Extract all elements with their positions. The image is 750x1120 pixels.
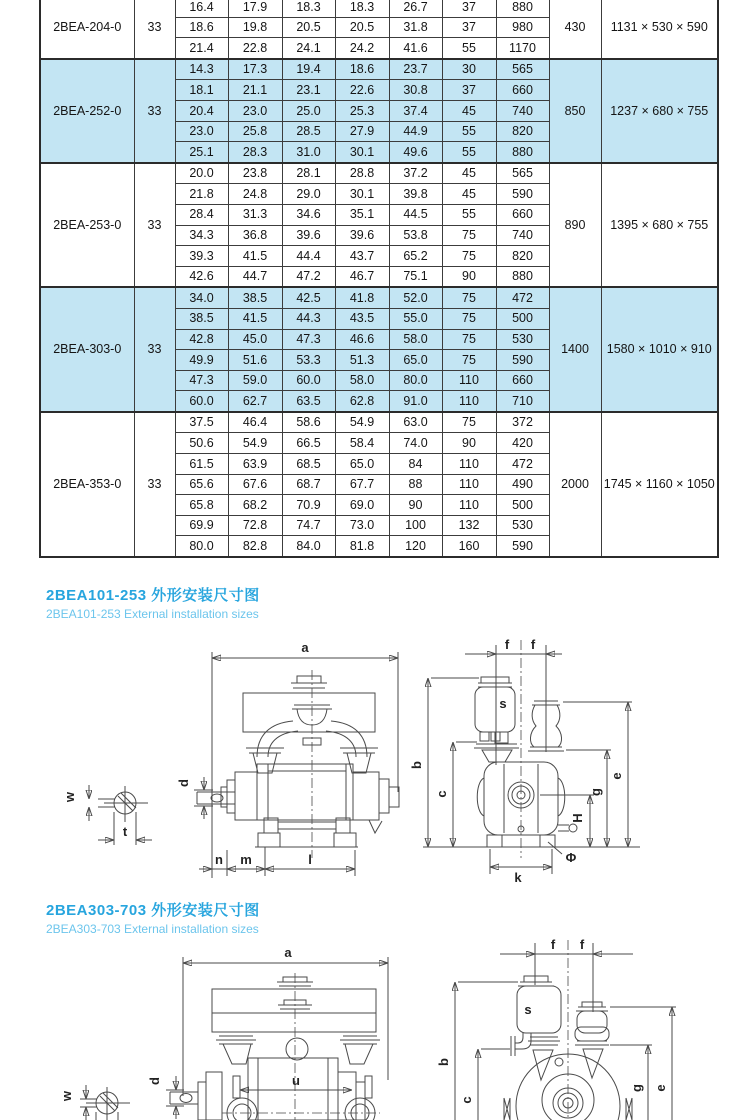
value-cell: 41.8 <box>335 287 389 308</box>
value-cell: 120 <box>389 536 442 557</box>
value-cell: 65.0 <box>389 350 442 371</box>
value-cell: 45 <box>442 100 496 121</box>
value-cell: 80.0 <box>175 536 228 557</box>
value-cell: 47.3 <box>282 329 335 350</box>
dim-label-s: s <box>499 696 507 711</box>
value-cell: 75 <box>442 246 496 267</box>
model-cell: 2BEA-204-0 <box>40 0 134 59</box>
value-cell: 73.0 <box>335 515 389 536</box>
value-cell: 21.8 <box>175 184 228 205</box>
value-cell: 45 <box>442 163 496 184</box>
value-cell: 37 <box>442 0 496 17</box>
value-cell: 17.9 <box>228 0 282 17</box>
value-cell: 49.9 <box>175 350 228 371</box>
dim-label-w: w <box>59 1090 74 1102</box>
value-cell: 34.0 <box>175 287 228 308</box>
value-cell: 22.8 <box>228 38 282 59</box>
value-cell: 24.8 <box>228 184 282 205</box>
value-cell: 72.8 <box>228 515 282 536</box>
value-cell: 26.7 <box>389 0 442 17</box>
value-cell: 710 <box>496 391 549 412</box>
value-cell: 880 <box>496 266 549 287</box>
value-cell: 45 <box>442 184 496 205</box>
table-row <box>40 163 718 184</box>
value-cell: 30.8 <box>389 80 442 101</box>
value-cell: 55.0 <box>389 308 442 329</box>
value-cell: 110 <box>442 495 496 516</box>
value-cell: 55 <box>442 142 496 163</box>
value-cell: 75 <box>442 308 496 329</box>
shaft-section-detail <box>62 785 152 845</box>
value-cell: 54.9 <box>228 433 282 454</box>
model-cell: 2BEA-252-0 <box>40 59 134 163</box>
value-cell: 25.1 <box>175 142 228 163</box>
value-cell: 63.0 <box>389 412 442 433</box>
value-cell: 420 <box>496 433 549 454</box>
value-cell: 38.5 <box>175 308 228 329</box>
value-cell: 44.7 <box>228 266 282 287</box>
value-cell: 59.0 <box>228 370 282 391</box>
value-cell: 23.7 <box>389 59 442 80</box>
value-cell: 90 <box>442 266 496 287</box>
value-cell: 45.0 <box>228 329 282 350</box>
value-cell: 70.9 <box>282 495 335 516</box>
value-cell: 44.4 <box>282 246 335 267</box>
value-cell: 820 <box>496 121 549 142</box>
spec-table <box>39 0 719 558</box>
value-cell: 47.2 <box>282 266 335 287</box>
value-cell: 36.8 <box>228 225 282 246</box>
value-cell: 37.4 <box>389 100 442 121</box>
dim-label-H: H <box>570 813 585 823</box>
value-cell: 660 <box>496 204 549 225</box>
value-cell: 67.6 <box>228 474 282 495</box>
value-cell: 472 <box>496 287 549 308</box>
value-cell: 62.7 <box>228 391 282 412</box>
value-cell: 18.6 <box>335 59 389 80</box>
value-cell: 81.8 <box>335 536 389 557</box>
value-cell: 42.8 <box>175 329 228 350</box>
value-cell: 590 <box>496 184 549 205</box>
value-cell: 88 <box>389 474 442 495</box>
figure2-title-en: 2BEA303-703 External installation sizes <box>46 922 259 936</box>
value-cell: 60.0 <box>282 370 335 391</box>
value-cell: 65.2 <box>389 246 442 267</box>
value-cell: 16.4 <box>175 0 228 17</box>
value-cell: 28.1 <box>282 163 335 184</box>
value-cell: 44.5 <box>389 204 442 225</box>
value-cell: 43.5 <box>335 308 389 329</box>
value-cell: 740 <box>496 225 549 246</box>
value-cell: 565 <box>496 59 549 80</box>
weight-cell: 2000 <box>549 412 601 557</box>
value-cell: 110 <box>442 391 496 412</box>
value-cell: 31.3 <box>228 204 282 225</box>
value-cell: 34.6 <box>282 204 335 225</box>
dim-label-w: w <box>62 791 77 803</box>
value-cell: 55 <box>442 204 496 225</box>
dimensions-cell: 1237 × 680 × 755 <box>601 59 718 163</box>
value-cell: 18.1 <box>175 80 228 101</box>
dim-label-u: u <box>292 1073 300 1088</box>
value-cell: 46.7 <box>335 266 389 287</box>
value-cell: 51.6 <box>228 350 282 371</box>
value-cell: 58.0 <box>335 370 389 391</box>
value-cell: 84.0 <box>282 536 335 557</box>
value-cell: 27.9 <box>335 121 389 142</box>
value-cell: 37 <box>442 17 496 38</box>
value-cell: 65.8 <box>175 495 228 516</box>
dim-label-d: d <box>176 779 191 787</box>
dim-label-l: l <box>308 852 312 867</box>
dim-label-e: e <box>609 772 624 780</box>
value-cell: 41.5 <box>228 308 282 329</box>
value-cell: 41.6 <box>389 38 442 59</box>
value-cell: 84 <box>389 454 442 475</box>
value-cell: 58.6 <box>282 412 335 433</box>
value-cell: 58.0 <box>389 329 442 350</box>
value-cell: 28.4 <box>175 204 228 225</box>
value-cell: 75 <box>442 225 496 246</box>
figure2-heading <box>46 899 260 936</box>
table-row <box>40 287 718 308</box>
value-cell: 18.3 <box>335 0 389 17</box>
value-cell: 75 <box>442 287 496 308</box>
pump-side-view <box>176 640 399 878</box>
motor-power-cell: 33 <box>134 287 175 412</box>
value-cell: 34.3 <box>175 225 228 246</box>
value-cell: 28.3 <box>228 142 282 163</box>
value-cell: 565 <box>496 163 549 184</box>
dim-label-f2: f <box>530 637 536 652</box>
dim-label-a: a <box>301 640 309 655</box>
value-cell: 52.0 <box>389 287 442 308</box>
value-cell: 18.6 <box>175 17 228 38</box>
value-cell: 68.5 <box>282 454 335 475</box>
pump-front-view <box>436 937 676 1120</box>
value-cell: 69.9 <box>175 515 228 536</box>
value-cell: 37.5 <box>175 412 228 433</box>
value-cell: 1170 <box>496 38 549 59</box>
value-cell: 37.2 <box>389 163 442 184</box>
value-cell: 74.0 <box>389 433 442 454</box>
value-cell: 39.8 <box>389 184 442 205</box>
value-cell: 25.0 <box>282 100 335 121</box>
value-cell: 21.1 <box>228 80 282 101</box>
dim-label-g: g <box>588 788 603 796</box>
pump-front-view <box>409 637 640 885</box>
value-cell: 100 <box>389 515 442 536</box>
value-cell: 880 <box>496 0 549 17</box>
value-cell: 17.3 <box>228 59 282 80</box>
shaft-section-detail <box>59 1085 130 1120</box>
dim-label-a: a <box>284 945 292 960</box>
value-cell: 39.6 <box>335 225 389 246</box>
motor-power-cell: 33 <box>134 163 175 288</box>
dim-label-f: f <box>504 637 510 652</box>
value-cell: 66.5 <box>282 433 335 454</box>
value-cell: 44.9 <box>389 121 442 142</box>
value-cell: 42.5 <box>282 287 335 308</box>
value-cell: 53.3 <box>282 350 335 371</box>
table-row <box>40 0 718 17</box>
value-cell: 23.0 <box>175 121 228 142</box>
dim-label-k: k <box>514 870 522 885</box>
value-cell: 472 <box>496 454 549 475</box>
value-cell: 75 <box>442 412 496 433</box>
value-cell: 31.0 <box>282 142 335 163</box>
dim-label-m: m <box>240 852 252 867</box>
value-cell: 20.5 <box>282 17 335 38</box>
dim-label-f: f <box>550 937 556 952</box>
value-cell: 75 <box>442 329 496 350</box>
dim-label-e: e <box>653 1084 668 1092</box>
value-cell: 30.1 <box>335 184 389 205</box>
value-cell: 90 <box>442 433 496 454</box>
weight-cell: 850 <box>549 59 601 163</box>
value-cell: 58.4 <box>335 433 389 454</box>
value-cell: 28.5 <box>282 121 335 142</box>
value-cell: 20.4 <box>175 100 228 121</box>
value-cell: 35.1 <box>335 204 389 225</box>
dim-label-c: c <box>459 1096 474 1104</box>
value-cell: 20.0 <box>175 163 228 184</box>
dim-label-f2: f <box>579 937 585 952</box>
value-cell: 20.5 <box>335 17 389 38</box>
value-cell: 91.0 <box>389 391 442 412</box>
value-cell: 160 <box>442 536 496 557</box>
value-cell: 63.9 <box>228 454 282 475</box>
value-cell: 75 <box>442 350 496 371</box>
value-cell: 490 <box>496 474 549 495</box>
value-cell: 42.6 <box>175 266 228 287</box>
value-cell: 67.7 <box>335 474 389 495</box>
value-cell: 37 <box>442 80 496 101</box>
value-cell: 39.3 <box>175 246 228 267</box>
motor-power-cell: 33 <box>134 0 175 59</box>
value-cell: 110 <box>442 474 496 495</box>
value-cell: 590 <box>496 350 549 371</box>
figure1-title-zh: 2BEA101-253 外形安装尺寸图 <box>46 587 260 604</box>
value-cell: 41.5 <box>228 246 282 267</box>
dim-label-g: g <box>629 1084 644 1092</box>
dim-label-b: b <box>409 761 424 769</box>
figure1-title-en: 2BEA101-253 External installation sizes <box>46 607 259 621</box>
value-cell: 30 <box>442 59 496 80</box>
value-cell: 44.3 <box>282 308 335 329</box>
value-cell: 38.5 <box>228 287 282 308</box>
value-cell: 46.4 <box>228 412 282 433</box>
value-cell: 24.2 <box>335 38 389 59</box>
weight-cell: 430 <box>549 0 601 59</box>
value-cell: 55 <box>442 121 496 142</box>
value-cell: 68.2 <box>228 495 282 516</box>
value-cell: 39.6 <box>282 225 335 246</box>
value-cell: 19.4 <box>282 59 335 80</box>
value-cell: 660 <box>496 370 549 391</box>
model-cell: 2BEA-253-0 <box>40 163 134 288</box>
table-row <box>40 412 718 433</box>
value-cell: 31.8 <box>389 17 442 38</box>
dimensions-cell: 1745 × 1160 × 1050 <box>601 412 718 557</box>
weight-cell: 1400 <box>549 287 601 412</box>
value-cell: 29.0 <box>282 184 335 205</box>
dimensions-cell: 1131 × 530 × 590 <box>601 0 718 59</box>
value-cell: 61.5 <box>175 454 228 475</box>
value-cell: 74.7 <box>282 515 335 536</box>
figure1-installation-drawing <box>0 630 750 890</box>
value-cell: 18.3 <box>282 0 335 17</box>
value-cell: 60.0 <box>175 391 228 412</box>
figure2-title-zh: 2BEA303-703 外形安装尺寸图 <box>46 902 260 919</box>
dim-label-c: c <box>434 790 449 798</box>
dim-label-t: t <box>122 824 128 839</box>
value-cell: 110 <box>442 370 496 391</box>
figure1-heading <box>46 584 260 621</box>
model-cell: 2BEA-353-0 <box>40 412 134 557</box>
value-cell: 23.0 <box>228 100 282 121</box>
value-cell: 110 <box>442 454 496 475</box>
table-row <box>40 59 718 80</box>
value-cell: 80.0 <box>389 370 442 391</box>
value-cell: 21.4 <box>175 38 228 59</box>
value-cell: 530 <box>496 329 549 350</box>
value-cell: 65.0 <box>335 454 389 475</box>
dim-label-n: n <box>215 852 223 867</box>
value-cell: 880 <box>496 142 549 163</box>
dim-label-b: b <box>436 1058 451 1066</box>
value-cell: 46.6 <box>335 329 389 350</box>
value-cell: 65.6 <box>175 474 228 495</box>
value-cell: 55 <box>442 38 496 59</box>
motor-power-cell: 33 <box>134 59 175 163</box>
value-cell: 19.8 <box>228 17 282 38</box>
dim-label-d: d <box>147 1077 162 1085</box>
value-cell: 62.8 <box>335 391 389 412</box>
value-cell: 372 <box>496 412 549 433</box>
dimensions-cell: 1395 × 680 × 755 <box>601 163 718 288</box>
motor-power-cell: 33 <box>134 412 175 557</box>
weight-cell: 890 <box>549 163 601 288</box>
value-cell: 43.7 <box>335 246 389 267</box>
value-cell: 75.1 <box>389 266 442 287</box>
value-cell: 53.8 <box>389 225 442 246</box>
value-cell: 132 <box>442 515 496 536</box>
value-cell: 740 <box>496 100 549 121</box>
value-cell: 500 <box>496 495 549 516</box>
value-cell: 820 <box>496 246 549 267</box>
value-cell: 49.6 <box>389 142 442 163</box>
pump-side-view <box>147 945 388 1120</box>
value-cell: 47.3 <box>175 370 228 391</box>
dim-label-s: s <box>524 1002 532 1017</box>
value-cell: 82.8 <box>228 536 282 557</box>
model-cell: 2BEA-303-0 <box>40 287 134 412</box>
value-cell: 69.0 <box>335 495 389 516</box>
value-cell: 22.6 <box>335 80 389 101</box>
value-cell: 23.1 <box>282 80 335 101</box>
value-cell: 63.5 <box>282 391 335 412</box>
dimensions-cell: 1580 × 1010 × 910 <box>601 287 718 412</box>
value-cell: 25.8 <box>228 121 282 142</box>
value-cell: 660 <box>496 80 549 101</box>
value-cell: 28.8 <box>335 163 389 184</box>
value-cell: 30.1 <box>335 142 389 163</box>
dim-label-phi: Φ <box>565 850 577 865</box>
value-cell: 980 <box>496 17 549 38</box>
value-cell: 530 <box>496 515 549 536</box>
value-cell: 68.7 <box>282 474 335 495</box>
value-cell: 90 <box>389 495 442 516</box>
value-cell: 50.6 <box>175 433 228 454</box>
value-cell: 25.3 <box>335 100 389 121</box>
value-cell: 590 <box>496 536 549 557</box>
value-cell: 23.8 <box>228 163 282 184</box>
value-cell: 51.3 <box>335 350 389 371</box>
value-cell: 14.3 <box>175 59 228 80</box>
value-cell: 54.9 <box>335 412 389 433</box>
figure2-installation-drawing <box>0 935 750 1120</box>
value-cell: 500 <box>496 308 549 329</box>
value-cell: 24.1 <box>282 38 335 59</box>
